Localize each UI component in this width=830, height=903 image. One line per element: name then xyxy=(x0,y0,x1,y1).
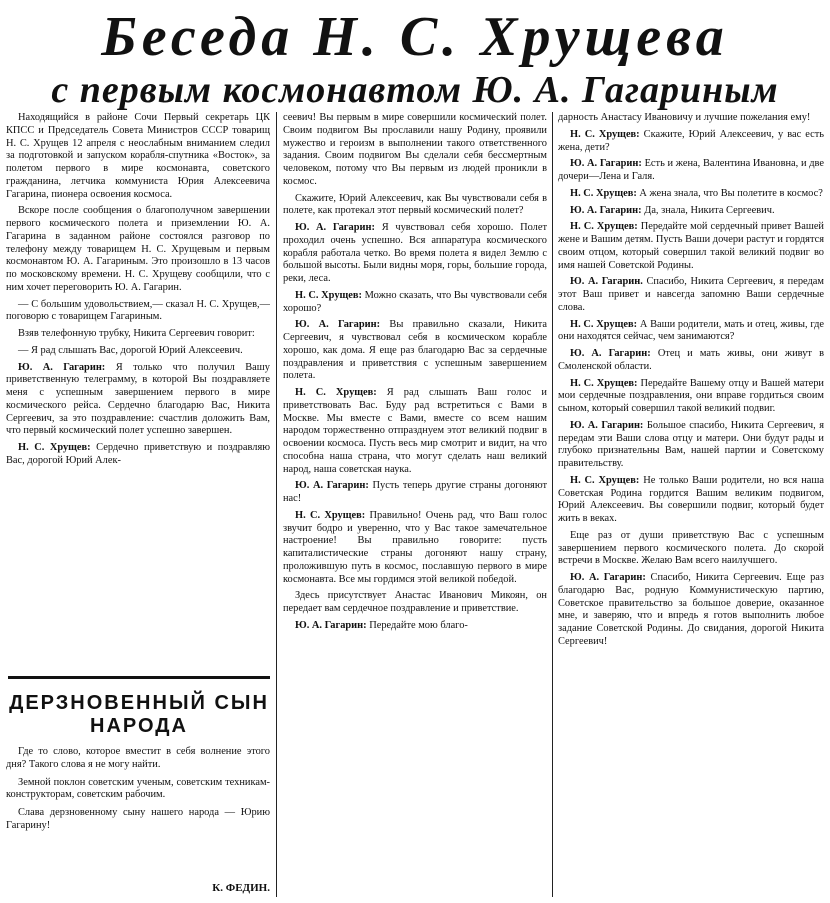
speech: А жена знала, что Вы полетите в космос? xyxy=(639,187,823,199)
dialog-line xyxy=(283,590,547,616)
paragraph: Вскоре после сообщения о благополучном завершении первого космического полета и приземлении Ю. А. Гагарина в заданном районе состоялся разговор по телефону между товарищем Н. С. Хрущевым и первым космонавтом Ю. А. Гагариным. Это произошло в 13 часов по московскому времени. Н. С. Хрущеву сообщили, что с ним хочет переговорить Ю. А. Гагарин. xyxy=(6,205,270,293)
box-heading: ДЕРЗНОВЕННЫЙ СЫН НАРОДА xyxy=(9,692,269,737)
dialog-line xyxy=(558,276,824,314)
speech: Я рад слышать Ваш голос и приветствовать Вас. Буду рад встретиться с Вами в Москве. Мы вместе с Вами, вместе со всем нашим народом торжественно отпразднуем этот великий подвиг в освоении космоса. Пусть весь мир смотрит и видит, на что способна наша страна, что могут сделать наш великий народ, наша советская наука. xyxy=(283,387,547,475)
speech: Еще раз от души приветствую Вас с успешным завершением первого космического полета. До скорой встречи в Москве. Желаю Вам всего наилучшего. xyxy=(558,529,824,567)
dialog-line xyxy=(558,319,824,345)
dialog-line xyxy=(283,620,547,633)
dialog-line xyxy=(283,290,547,316)
dialog-line xyxy=(283,387,547,476)
speaker: Н. С. Хрущев: xyxy=(570,187,637,199)
speech: Спасибо, Никита Сергеевич, я передам этот Ваш привет и навсегда запомню Ваши сердечные слова. xyxy=(558,276,824,313)
dialog-line xyxy=(283,222,547,286)
speech: Отец и мать живы, они живут в Смоленской области. xyxy=(558,348,824,372)
dialog-line xyxy=(558,205,824,218)
speaker: Ю. А. Гагарин: xyxy=(570,419,644,431)
speaker: Ю. А. Гагарин: xyxy=(570,158,642,170)
speech: Я чувствовал себя хорошо. Полет проходил очень успешно. Вся аппаратура космического корабля работала четко. Во время полета я видел Землю с большой высоты. Были видны моря, горы, большие города, реки, леса. xyxy=(283,222,547,284)
subheadline: с первым космонавтом Ю. А. Гагариным xyxy=(51,69,779,111)
speech: Передайте мой сердечный привет Вашей жене и Вашим детям. Пусть Ваши дочери растут и гордятся своим отцом, который совершил такой великий подвиг во имя нашей Советской Родины. xyxy=(558,221,824,271)
speaker: Ю. А. Гагарин: xyxy=(295,222,375,233)
dialog-line xyxy=(558,530,824,568)
speech: Скажите, Юрий Алексеевич, у вас есть жена, дети? xyxy=(558,128,824,153)
paragraph: Слава дерзновенному сыну нашего народа — Юрию Гагарину! xyxy=(6,807,270,831)
signature: К. ФЕДИН. xyxy=(212,882,270,894)
speaker: Н. С. Хрущев: xyxy=(570,474,640,486)
dialog-line xyxy=(558,378,824,416)
paragraph: Земной поклон советским ученым, советским техникам-конструкторам, советским рабочим. xyxy=(6,776,270,801)
column-divider xyxy=(276,112,277,897)
speech: Не только Ваши родители, но вся наша Советская Родина гордится Вашим великим подвигом, Юрий Алексеевич. Вы совершили подвиг, который будет жить в веках. xyxy=(558,474,824,524)
speech: Передайте Вашему отцу и Вашей матери мои сердечные поздравления, они вправе гордиться своим сыном, который совершил такой великий подвиг. xyxy=(558,377,824,414)
speaker: Ю. А. Гагарин: xyxy=(295,619,367,631)
speaker: Ю. А. Гагарин: xyxy=(570,348,651,359)
speech: Есть и жена, Валентина Ивановна, и две дочери—Лена и Галя. xyxy=(558,158,824,182)
speech: дарность Анастасу Ивановичу и лучшие пожелания ему! xyxy=(558,112,811,123)
dialog-line xyxy=(558,188,824,201)
paragraph: сеевич! Вы первым в мире совершили космический полет. Своим подвигом Вы прославили нашу Родину, проявили мужество и героизм в выполнении такого ответственного задания. Своим подвигом Вы сделали себя бессмертным человеком, потому что Вы первым из людей проникли в космос. xyxy=(283,112,547,187)
paragraph: — Я рад слышать Вас, дорогой Юрий Алексеевич. xyxy=(18,344,243,356)
headline: Беседа Н. С. Хрущева xyxy=(101,6,729,68)
speaker: Н. С. Хрущев: xyxy=(570,221,638,233)
column-divider xyxy=(552,112,553,897)
speaker: Н. С. Хрущев: xyxy=(570,128,640,140)
article-column-3 xyxy=(558,112,824,902)
speech: Я только что получил Вашу приветственную телеграмму, в которой Вы поздравляете меня с успешным завершением первого в мире космического рейса. Сердечно благодарю Вас, Никита Сергеевич, за это поздравление: счастлив доложить Вам, что первый космический полет успешно завершен. xyxy=(6,361,270,437)
box-rule-top xyxy=(8,676,270,679)
paragraph: Находящийся в районе Сочи Первый секретарь ЦК КПСС и Председатель Совета Министров СССР товарищ Н. С. Хрущев 12 апреля с неослабным вниманием следил за подготовкой и запуском корабля-спутника «Восток», за полетом первого в мире космонавта, советского гражданина, летчика коммуниста Юрия Алексеевича Гагарина, пионера освоения космоса. xyxy=(6,112,270,200)
speech: Спасибо, Никита Сергеевич. Еще раз благодарю Вас, родную Коммунистическую партию, Советское правительство за большое доверие, оказанное мне, и заверяю, что и впредь я готов выполнить любое задание Советской Родины. До свидания, дорогой Никита Сергеевич! xyxy=(558,572,824,647)
speech: Большое спасибо, Никита Сергеевич, я передам эти Ваши слова отцу и матери. Они будут рады и глубоко признательны Вам, нашей партии и Советскому правительству. xyxy=(558,419,824,469)
speech: Да, знала, Никита Сергеевич. xyxy=(644,204,775,216)
paragraph: — С большим удовольствием,— сказал Н. С. Хрущев,— поговорю с товарищем Гагариным. xyxy=(6,298,270,323)
speech: А Ваши родители, мать и отец, живы, где они находятся сейчас, чем занимаются? xyxy=(558,318,824,343)
speaker: Ю. А. Гагарин: xyxy=(18,361,106,373)
speaker: Ю. А. Гагарин: xyxy=(570,572,646,583)
dialog-line xyxy=(283,480,547,506)
dialog-line xyxy=(283,510,547,587)
dialog-line xyxy=(558,112,824,125)
dialog-line xyxy=(558,158,824,184)
speaker: Ю. А. Гагарин. xyxy=(570,276,643,288)
speaker: Н. С. Хрущев: xyxy=(18,442,91,453)
speech: Правильно! Очень рад, что Ваш голос звучит бодро и уверенно, что у Вас такое замечательное настроение! Вы правильно говорите: пусть капиталистические страны догоняют нашу страну, проложившую путь в космос, пославшую первого в мире космонавта. Все мы гордимся этой великой победой. xyxy=(283,509,547,585)
speech: Можно сказать, что Вы чувствовали себя хорошо? xyxy=(283,289,547,314)
speaker: Ю. А. Гагарин: xyxy=(295,480,369,492)
speaker: Н. С. Хрущев: xyxy=(295,509,366,521)
dialog-line xyxy=(558,420,824,471)
dialog-line xyxy=(6,362,270,439)
speaker: Ю. А. Гагарин: xyxy=(570,204,642,216)
speech: Здесь присутствует Анастас Иванович Микоян, он передает вам сердечное поздравление и приветствие. xyxy=(283,590,547,614)
article-column-1 xyxy=(6,112,270,672)
dialog-line xyxy=(558,129,824,155)
dialog-line xyxy=(283,193,547,219)
dialog-line xyxy=(558,348,824,374)
speech: Скажите, Юрий Алексеевич, как Вы чувствовали себя в полете, как протекал этот первый космический полет? xyxy=(283,192,547,217)
speaker: Ю. А. Гагарин: xyxy=(295,319,381,331)
dialog-line xyxy=(558,572,824,649)
speech: Передайте мою благо- xyxy=(369,619,468,631)
dialog-line xyxy=(558,475,824,526)
box-text xyxy=(6,746,270,838)
paragraph: Взяв телефонную трубку, Никита Сергеевич говорит: xyxy=(18,328,255,339)
speaker: Н. С. Хрущев: xyxy=(570,318,638,330)
speaker: Н. С. Хрущев: xyxy=(295,387,377,398)
speech: Пусть теперь другие страны догоняют нас! xyxy=(283,480,547,504)
dialog-line xyxy=(6,442,270,468)
speech: Вы правильно сказали, Никита Сергеевич, я чувствовал себя в космическом корабле хорошо, как дома. Я еще раз благодарю Вас за сердечные поздравления и приветствия с успешным завершением полета. xyxy=(283,319,547,382)
speaker: Н. С. Хрущев: xyxy=(295,289,362,301)
article-column-2 xyxy=(283,112,547,902)
speaker: Н. С. Хрущев: xyxy=(570,377,638,389)
dialog-line xyxy=(558,221,824,272)
dialog-line xyxy=(283,319,547,383)
speech: Сердечно приветствую и поздравляю Вас, дорогой Юрий Алек- xyxy=(6,442,270,466)
paragraph: Где то слово, которое вместит в себя волнение этого дня? Такого слова я не могу найти. xyxy=(6,746,270,770)
